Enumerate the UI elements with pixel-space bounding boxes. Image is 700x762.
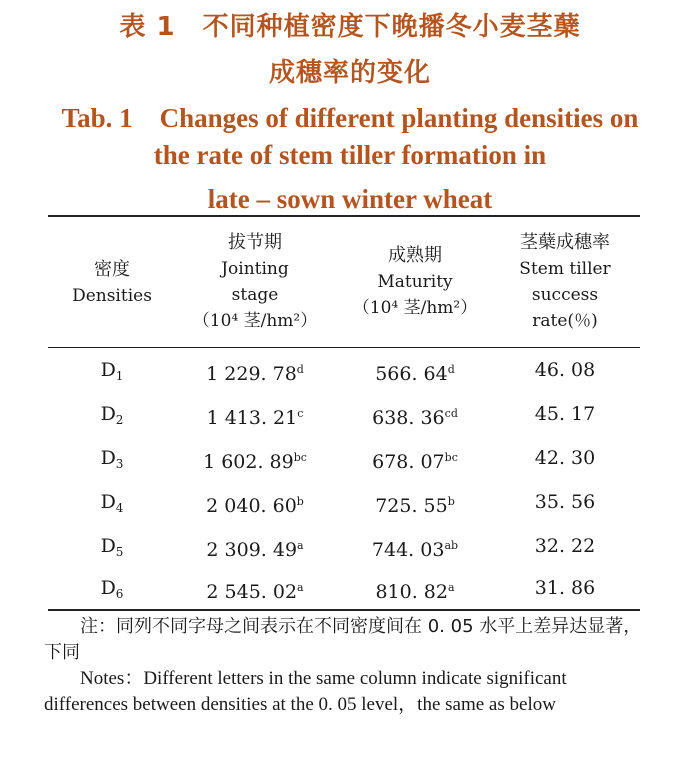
table-row: [0, 348, 700, 392]
table-bottom-rule: [48, 609, 640, 611]
header-densities-en: Densities: [72, 286, 152, 306]
density-cell: $D_1$: [100, 359, 124, 383]
maturity-cell: 810. 82$^a$: [375, 581, 455, 603]
header-densities-cn: 密度: [94, 259, 130, 280]
table-row: [0, 436, 700, 480]
header-rate-en-2: success: [531, 285, 599, 305]
rate-cell: 42. 30: [534, 447, 596, 469]
title-english-line-1: Tab. 1 Changes of different planting densities on: [61, 103, 639, 133]
table-row: [0, 480, 700, 524]
rate-cell: 32. 22: [534, 535, 596, 557]
rate-cell: 31. 86: [534, 577, 596, 599]
header-jointing-cn: 拔节期: [228, 232, 282, 253]
maturity-cell: 678. $07^{bc}$: [372, 451, 458, 473]
header-success-rate: [480, 230, 650, 334]
maturity-cell: 744. $03^{ab}$: [371, 539, 459, 561]
header-jointing-en-2: stage: [231, 285, 279, 305]
header-densities: [52, 257, 172, 309]
note-chinese: 注：同列不同字母之间表示在不同密度间在 0. 05 水平上差异达显著，下同: [44, 616, 642, 663]
table-row: [0, 524, 700, 568]
density-cell: $D_6$: [100, 577, 124, 601]
header-maturity-en: Maturity: [377, 272, 453, 292]
header-maturity-cn: 成熟期: [388, 245, 442, 266]
jointing-cell: 2 545. 02$^a$: [206, 581, 304, 603]
table-top-rule: [48, 215, 640, 217]
table-row: [0, 392, 700, 436]
rate-cell: 45. 17: [534, 403, 596, 425]
rate-cell: 46. 08: [534, 359, 596, 381]
title-english-line-3: late – sown winter wheat: [207, 184, 493, 214]
header-jointing-en: Jointing: [221, 259, 289, 279]
density-cell: $D_2$: [100, 403, 124, 427]
header-rate-unit: rate(％): [532, 311, 598, 331]
header-maturity-unit: （10⁴ 茎/hm²）: [352, 298, 478, 318]
title-chinese-line-2: 成穗率的变化: [268, 58, 431, 88]
title-chinese-line-1: 表 1 不同种植密度下晚播冬小麦茎蘖: [119, 12, 581, 42]
note-english: Notes：Different letters in the same column indicate significant differences between densities at the 0. 05 level，the same as below: [44, 668, 567, 715]
title-english-line-2: the rate of stem tiller formation in: [153, 140, 547, 170]
jointing-cell: 1 413. 21$^c$: [206, 407, 304, 429]
header-rate-en: Stem tiller: [519, 259, 611, 279]
rate-cell: 35. 56: [534, 491, 596, 513]
density-cell: $D_5$: [100, 535, 124, 559]
header-rate-cn: 茎蘖成穗率: [520, 232, 610, 253]
jointing-cell: 2 309. 49$^a$: [206, 539, 304, 561]
jointing-cell: 2 040. 60$^b$: [206, 495, 304, 517]
density-cell: $D_4$: [100, 491, 124, 515]
jointing-cell: 1 602. $89^{bc}$: [203, 451, 307, 473]
maturity-cell: 566. 64$^d$: [375, 363, 455, 385]
maturity-cell: 725. 55$^b$: [375, 495, 455, 517]
density-cell: $D_3$: [100, 447, 124, 471]
header-jointing-unit: （10⁴ 茎/hm²）: [192, 311, 318, 331]
header-maturity: [330, 243, 500, 321]
jointing-cell: 1 229. 78$^d$: [206, 363, 304, 385]
table-row: [0, 566, 700, 610]
header-jointing: [170, 230, 340, 334]
maturity-cell: 638. $36^{cd}$: [372, 407, 458, 429]
